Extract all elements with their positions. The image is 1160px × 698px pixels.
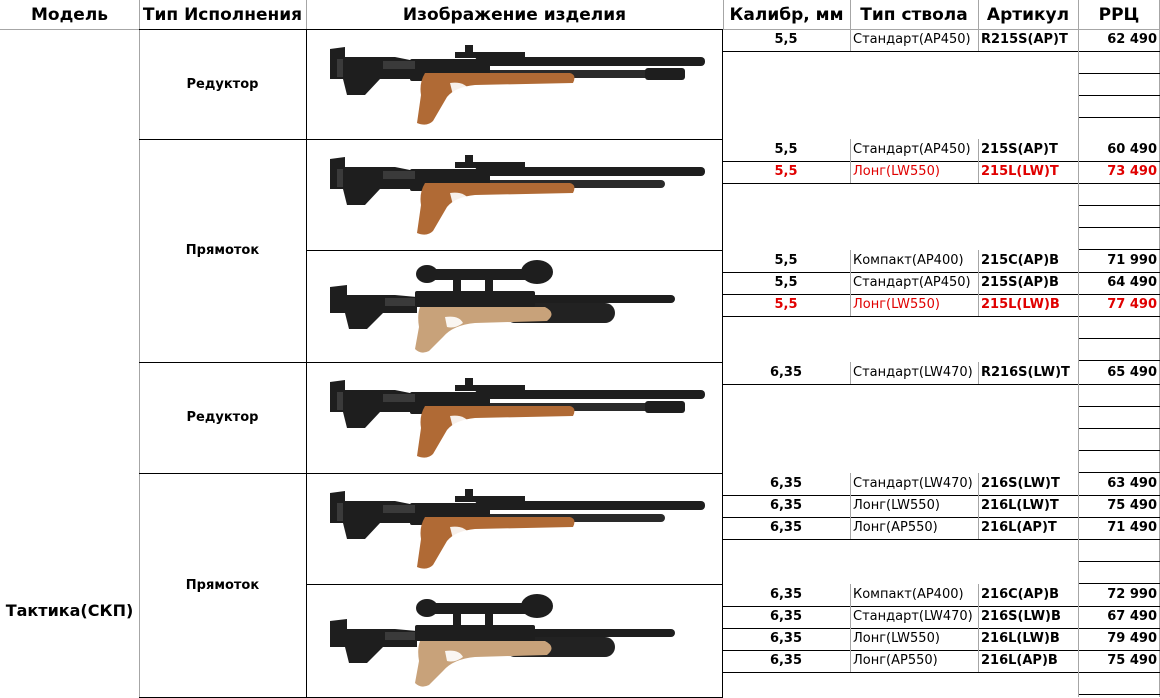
header-caliber: Калибр, мм	[729, 4, 844, 25]
table-row	[723, 294, 1160, 316]
grid-line	[139, 473, 306, 474]
barrel-type-cell: Лонг(LW550)	[853, 297, 940, 312]
article-cell: 216S(LW)B	[981, 609, 1061, 624]
article-cell: 215L(LW)B	[981, 297, 1060, 312]
grid-line	[978, 628, 979, 650]
table-row	[723, 473, 1160, 495]
col-divider	[978, 0, 979, 29]
header-barrel: Тип ствола	[860, 4, 968, 25]
execution-type-label: Прямоток	[185, 243, 260, 258]
grid-line	[850, 272, 851, 294]
grid-line	[723, 316, 1160, 317]
barrel-type-cell: Стандарт(АР450)	[853, 32, 971, 47]
grid-line	[1078, 272, 1079, 294]
caliber-cell: 5,5	[774, 164, 798, 179]
article-cell: R216S(LW)T	[981, 365, 1070, 380]
grid-line	[978, 250, 979, 272]
grid-line	[978, 584, 979, 606]
product-image	[307, 140, 722, 250]
price-cell: 67 490	[1107, 609, 1157, 624]
rifle-wood-regulator-icon	[325, 368, 705, 468]
barrel-type-cell: Стандарт(LW470)	[853, 476, 973, 491]
article-cell: 216L(LW)T	[981, 498, 1059, 513]
grid-line	[1078, 694, 1160, 695]
barrel-type-cell: Лонг(LW550)	[853, 631, 940, 646]
barrel-type-cell: Стандарт(LW470)	[853, 365, 973, 380]
product-image	[307, 363, 722, 473]
grid-line	[1078, 51, 1079, 139]
grid-line	[850, 517, 851, 539]
grid-line	[723, 672, 1160, 673]
price-cell: 71 490	[1107, 520, 1157, 535]
table-row	[723, 29, 1160, 51]
header-execution: Тип Исполнения	[142, 4, 303, 25]
grid-line	[1078, 362, 1079, 384]
grid-line	[978, 473, 979, 495]
grid-line	[1078, 672, 1079, 697]
price-cell: 60 490	[1107, 142, 1157, 157]
caliber-cell: 6,35	[769, 476, 803, 491]
grid-line	[850, 606, 851, 628]
price-cell: 62 490	[1107, 32, 1157, 47]
grid-line	[1078, 584, 1079, 606]
grid-line	[1078, 561, 1160, 562]
grid-line	[978, 362, 979, 384]
grid-line	[1078, 495, 1079, 517]
grid-line	[978, 161, 979, 183]
col-divider	[850, 0, 851, 29]
caliber-cell: 5,5	[774, 275, 798, 290]
grid-line	[1078, 183, 1079, 250]
caliber-cell: 6,35	[769, 498, 803, 513]
article-cell: 215S(AP)T	[981, 142, 1058, 157]
caliber-cell: 5,5	[774, 253, 798, 268]
grid-line	[978, 29, 979, 51]
grid-line	[723, 183, 1160, 184]
grid-line	[139, 29, 306, 30]
price-cell: 73 490	[1107, 164, 1157, 179]
grid-line	[850, 139, 851, 161]
grid-line	[850, 495, 851, 517]
table-row	[723, 362, 1160, 384]
article-cell: 215C(AP)B	[981, 253, 1060, 268]
rifle-wood-direct-icon	[325, 145, 705, 245]
grid-line	[978, 272, 979, 294]
grid-line	[1078, 139, 1079, 161]
header-model: Модель	[30, 4, 109, 25]
product-image	[307, 585, 722, 697]
table-row	[723, 139, 1160, 161]
table-row	[723, 250, 1160, 272]
barrel-type-cell: Лонг(АР550)	[853, 653, 938, 668]
rifle-wood-direct-icon	[325, 479, 705, 579]
article-cell: 216S(LW)T	[981, 476, 1060, 491]
article-cell: 215S(AP)B	[981, 275, 1059, 290]
grid-line	[850, 362, 851, 384]
execution-type-label: Редуктор	[186, 410, 259, 425]
barrel-type-cell: Компакт(АР400)	[853, 587, 964, 602]
grid-line	[1078, 29, 1079, 51]
grid-line	[1078, 650, 1079, 672]
grid-line	[1078, 338, 1160, 339]
price-cell: 75 490	[1107, 653, 1157, 668]
grid-line	[1078, 161, 1079, 183]
table-row	[723, 161, 1160, 183]
article-cell: 216L(LW)B	[981, 631, 1060, 646]
col-divider	[306, 0, 307, 29]
grid-line	[850, 584, 851, 606]
price-cell: 75 490	[1107, 498, 1157, 513]
price-cell: 71 990	[1107, 253, 1157, 268]
grid-line	[1078, 473, 1079, 495]
grid-line	[1078, 294, 1079, 316]
table-row	[723, 650, 1160, 672]
grid-line	[850, 628, 851, 650]
grid-line	[1078, 360, 1160, 361]
product-image	[307, 474, 722, 584]
grid-line	[723, 51, 1160, 52]
rifle-bullpup-scope-icon	[325, 591, 705, 691]
grid-line	[1078, 606, 1079, 628]
price-cell: 65 490	[1107, 365, 1157, 380]
header-price: РРЦ	[1098, 4, 1140, 25]
grid-line	[978, 517, 979, 539]
grid-line	[139, 362, 306, 363]
header-article: Артикул	[986, 4, 1070, 25]
table-row	[723, 606, 1160, 628]
model-label: Тактика(СКП)	[5, 600, 134, 620]
col-divider	[723, 0, 724, 29]
table-row	[723, 584, 1160, 606]
grid-line	[1078, 316, 1079, 362]
caliber-cell: 6,35	[769, 609, 803, 624]
grid-line	[1078, 384, 1079, 473]
table-row	[723, 495, 1160, 517]
grid-line	[1078, 95, 1160, 96]
grid-line	[1078, 406, 1160, 407]
grid-line	[1078, 428, 1160, 429]
grid-line	[723, 539, 1160, 540]
barrel-type-cell: Лонг(LW550)	[853, 498, 940, 513]
grid-line	[1078, 450, 1160, 451]
grid-line	[978, 650, 979, 672]
grid-line	[978, 139, 979, 161]
price-cell: 63 490	[1107, 476, 1157, 491]
caliber-cell: 5,5	[774, 297, 798, 312]
grid-line	[850, 250, 851, 272]
article-cell: 216L(AP)T	[981, 520, 1057, 535]
barrel-type-cell: Лонг(АР550)	[853, 520, 938, 535]
rifle-wood-regulator-icon	[325, 35, 705, 135]
price-cell: 72 990	[1107, 587, 1157, 602]
price-cell: 64 490	[1107, 275, 1157, 290]
table-row	[723, 628, 1160, 650]
caliber-cell: 6,35	[769, 653, 803, 668]
col-divider	[1078, 0, 1079, 29]
product-image	[307, 30, 722, 139]
caliber-cell: 5,5	[774, 142, 798, 157]
rifle-bullpup-scope-icon	[325, 257, 705, 357]
article-cell: R215S(AP)T	[981, 32, 1068, 47]
caliber-cell: 6,35	[769, 520, 803, 535]
product-image	[307, 251, 722, 362]
grid-line	[978, 606, 979, 628]
grid-line	[850, 161, 851, 183]
barrel-type-cell: Лонг(LW550)	[853, 164, 940, 179]
grid-line	[1078, 73, 1160, 74]
grid-line	[1078, 205, 1160, 206]
execution-type-label: Редуктор	[186, 76, 259, 92]
barrel-type-cell: Компакт(АР400)	[853, 253, 964, 268]
grid-line	[850, 294, 851, 316]
grid-line	[1078, 250, 1079, 272]
grid-line	[139, 139, 306, 140]
article-cell: 216L(AP)B	[981, 653, 1058, 668]
grid-line	[1078, 539, 1079, 584]
price-cell: 79 490	[1107, 631, 1157, 646]
barrel-type-cell: Стандарт(АР450)	[853, 275, 971, 290]
article-cell: 215L(LW)T	[981, 164, 1059, 179]
grid-line	[850, 650, 851, 672]
caliber-cell: 6,35	[769, 365, 803, 380]
barrel-type-cell: Стандарт(LW470)	[853, 609, 973, 624]
caliber-cell: 6,35	[769, 587, 803, 602]
table-row	[723, 517, 1160, 539]
grid-line	[723, 384, 1160, 385]
caliber-cell: 6,35	[769, 631, 803, 646]
grid-line	[1078, 227, 1160, 228]
article-cell: 216C(AP)B	[981, 587, 1060, 602]
grid-line	[1078, 517, 1079, 539]
grid-line	[850, 29, 851, 51]
grid-line	[1078, 628, 1079, 650]
execution-type-label: Прямоток	[185, 577, 260, 593]
grid-line	[850, 473, 851, 495]
grid-line	[978, 294, 979, 316]
grid-line	[978, 495, 979, 517]
caliber-cell: 5,5	[774, 32, 798, 47]
price-cell: 77 490	[1107, 297, 1157, 312]
table-row	[723, 272, 1160, 294]
grid-line	[1078, 117, 1160, 118]
barrel-type-cell: Стандарт(АР450)	[853, 142, 971, 157]
header-image: Изображение изделия	[402, 4, 627, 25]
